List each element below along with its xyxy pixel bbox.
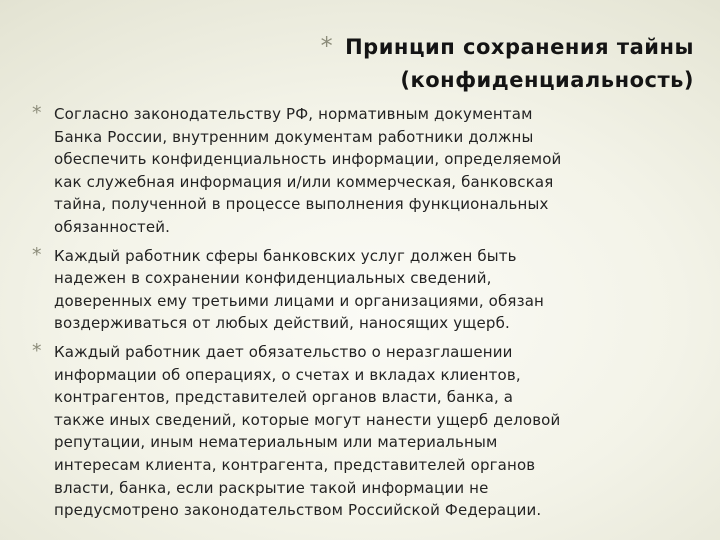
bullet-text: Согласно законодательству РФ, нормативным документам Банка России, внутренним документам работники должны обеспечить конфиденциальность информации, определяемой как служебная информация и/или коммерческая, банковская тайна, полученной в процессе выполнения функциональных обязанностей. bbox=[54, 105, 562, 236]
title-star-icon: * bbox=[320, 32, 334, 60]
bullet-list bbox=[30, 103, 700, 528]
title-line-2 bbox=[224, 64, 694, 97]
bullet-star-icon: * bbox=[32, 243, 42, 266]
bullet-item-3 bbox=[30, 341, 700, 522]
bullet-item-1 bbox=[30, 103, 700, 239]
bullet-item-2 bbox=[30, 245, 700, 335]
title-text-1: Принцип сохранения тайны bbox=[345, 35, 694, 59]
bullet-text: Каждый работник сферы банковских услуг должен быть надежен в сохранении конфиденциальных сведений, доверенных ему третьими лицами и организациями, обязан воздерживаться от любых действий, наносящих ущерб. bbox=[54, 246, 544, 333]
title-text-2: (конфиденциальность) bbox=[400, 68, 694, 92]
bullet-text: Каждый работник дает обязательство о неразглашении информации об операциях, о счетах и вкладах клиентов, контрагентов, представителей органов власти, банка, а также иных сведений, которые могут нанести ущерб деловой репутации, иным нематериальным или материальным интересам клиента, контрагента, представителей органов власти, банка, если раскрытие такой информации не предусмотрено законодательством Российской Федерации. bbox=[54, 342, 561, 520]
bullet-star-icon: * bbox=[32, 102, 42, 124]
slide-title bbox=[224, 30, 694, 97]
title-line-1 bbox=[224, 30, 694, 64]
bullet-star-icon: * bbox=[32, 339, 42, 362]
